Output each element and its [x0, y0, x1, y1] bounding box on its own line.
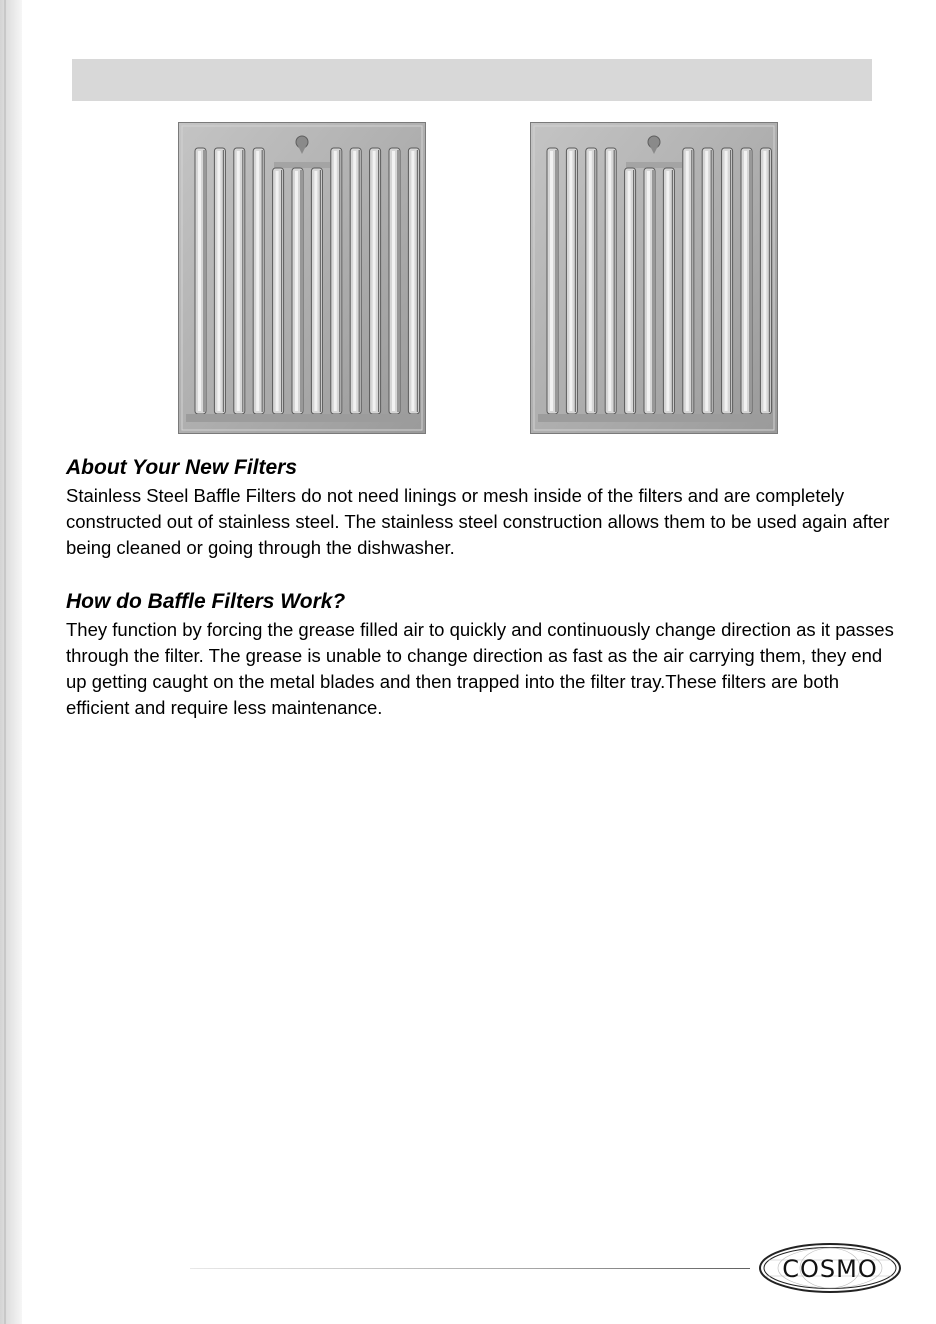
section-heading-about-filters: About Your New Filters — [66, 456, 298, 479]
baffle-filter-image — [178, 122, 426, 434]
footer-divider — [190, 1268, 750, 1269]
section-body-about-filters: Stainless Steel Baffle Filters do not need linings or mesh inside of the filters and are completely constructed out of stainless steel. The stainless steel construction allows them to be used again after being cleaned or going through the dishwasher. — [66, 485, 890, 558]
baffle-filter-image-left — [178, 122, 426, 434]
cosmo-logo — [758, 1242, 902, 1294]
baffle-filter-image-right — [530, 122, 778, 434]
cosmo-logo-text: COSMO — [782, 1255, 878, 1283]
baffle-filter-image — [530, 122, 778, 434]
page-side-strip — [0, 0, 22, 1324]
section-body-how-filters-work: They function by forcing the grease filled air to quickly and continuously change direction as it passes through the filter. The grease is unable to change direction as fast as the air carrying them, they end up getting caught on the metal blades and then trapped into the filter tray.These filters are both efficient and require less maintenance. — [66, 619, 894, 718]
section-heading-how-filters-work: How do Baffle Filters Work? — [66, 590, 346, 613]
section-header-bar — [72, 59, 872, 101]
